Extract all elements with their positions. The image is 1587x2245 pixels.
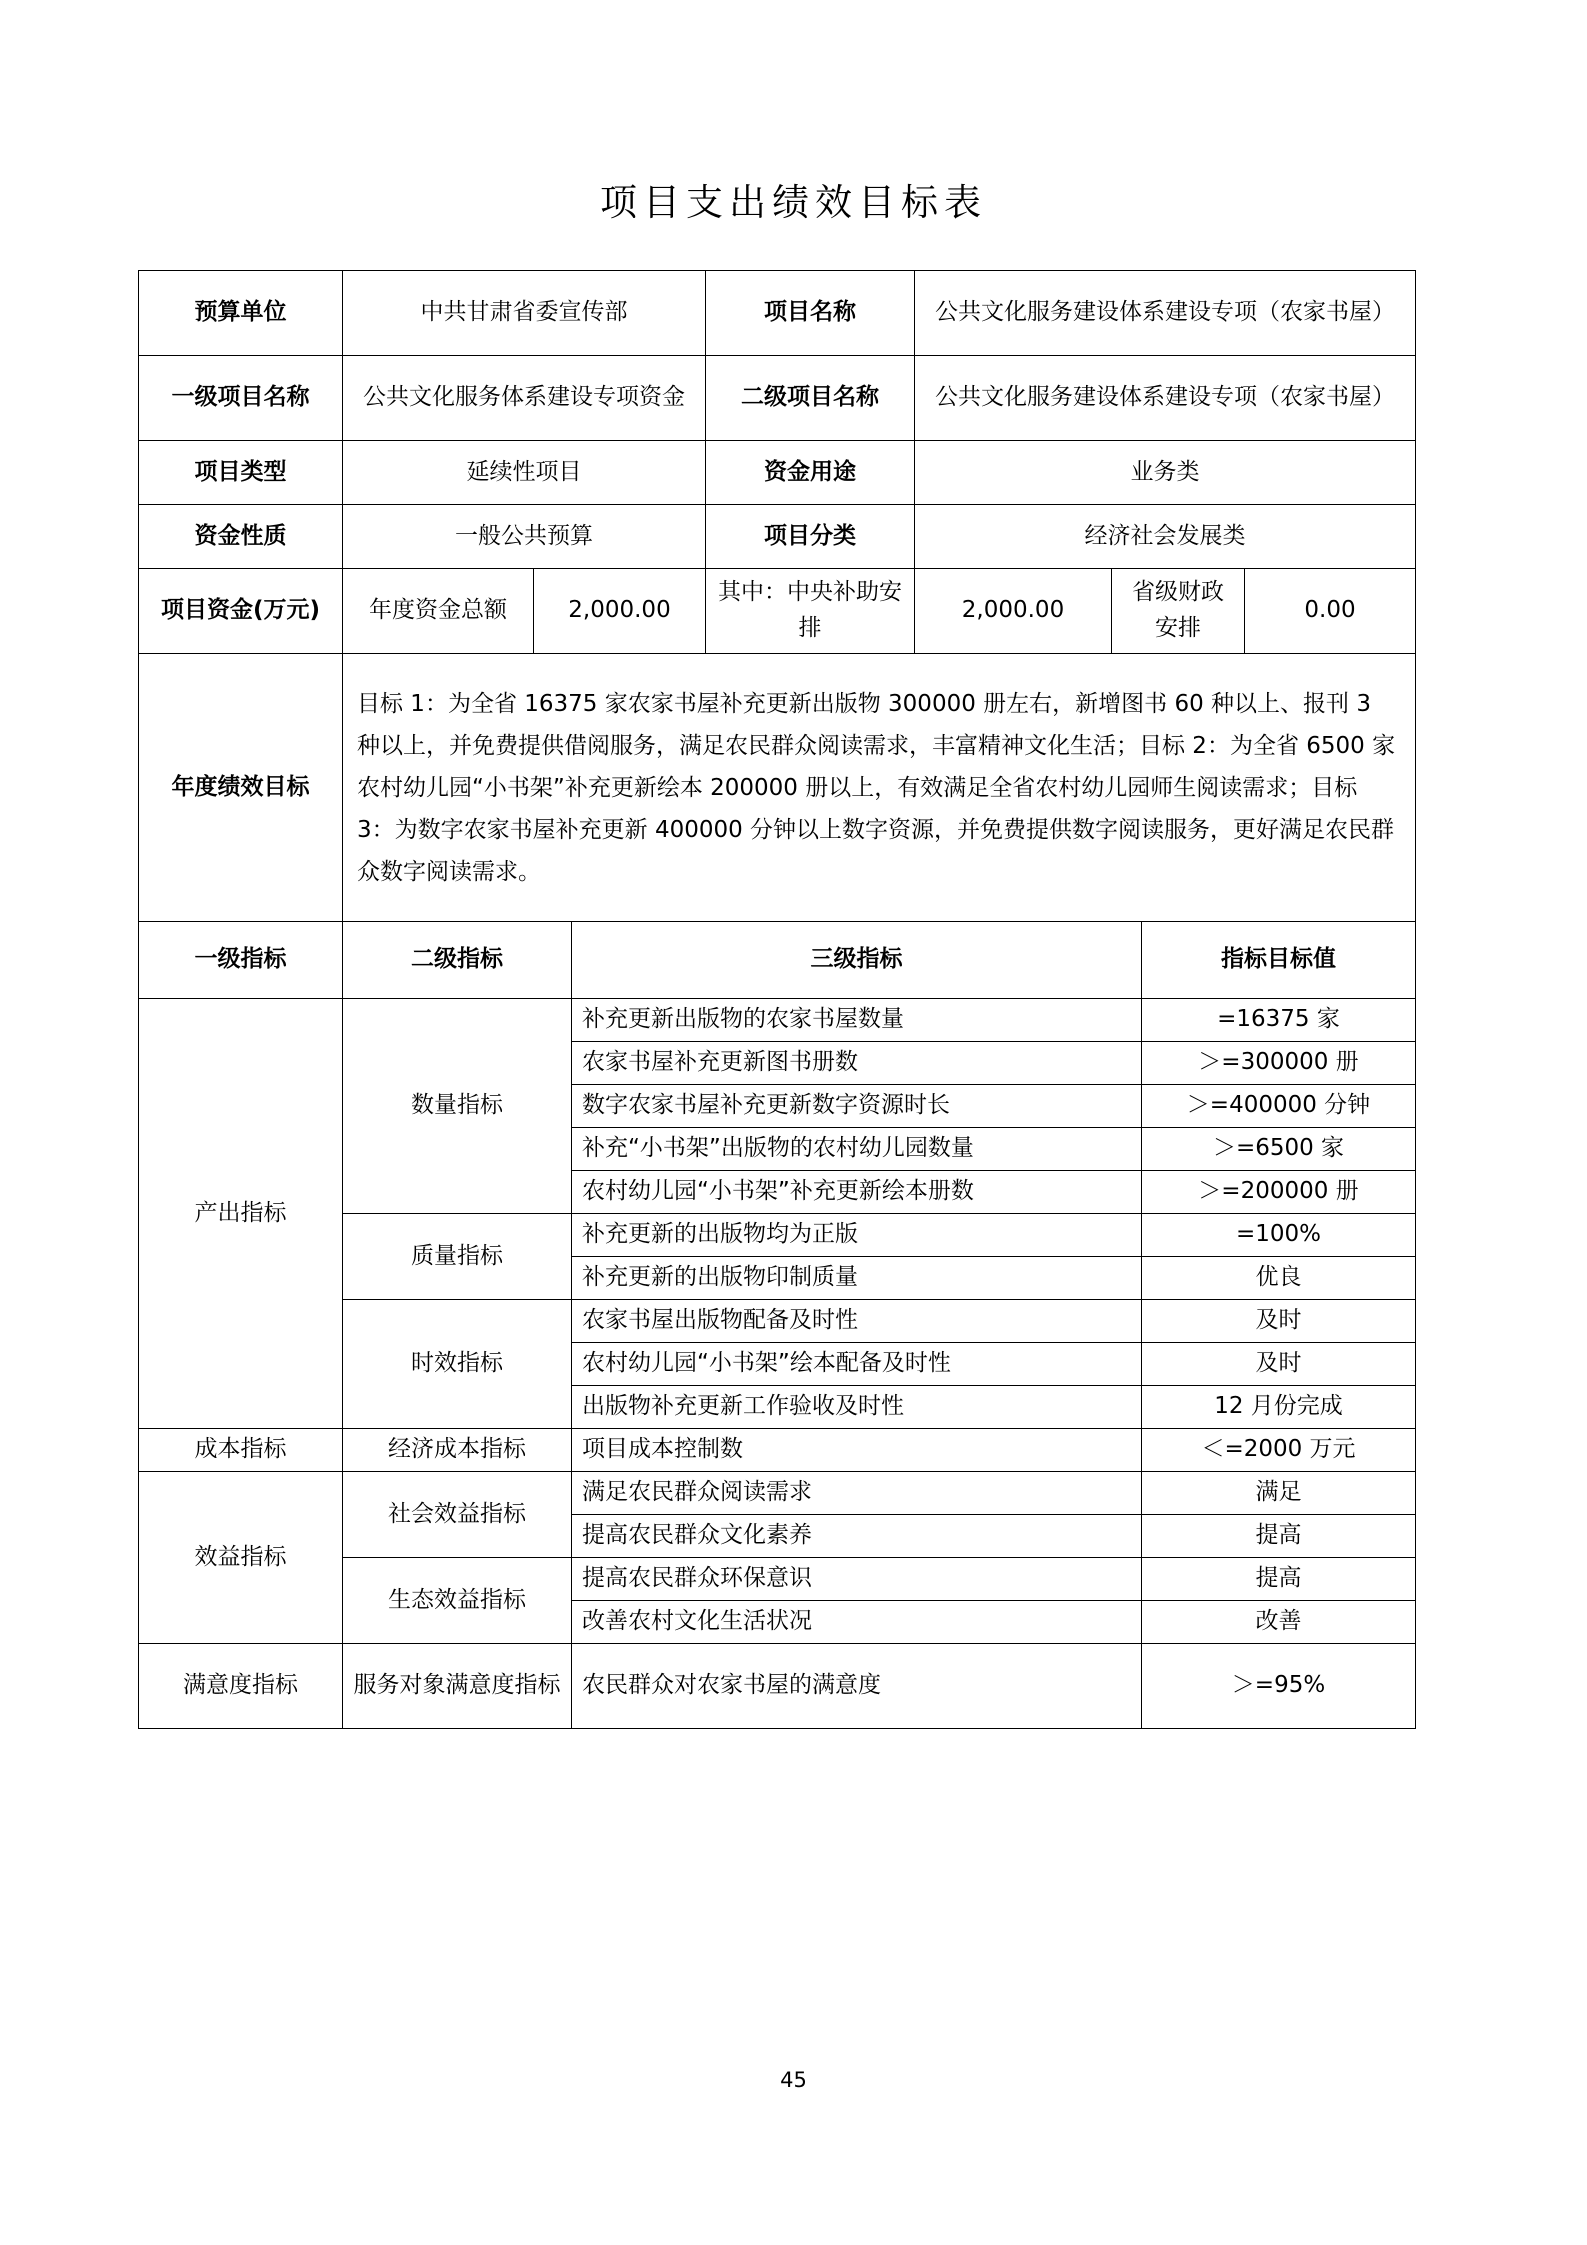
indicator-name: 农家书屋出版物配备及时性 — [572, 1300, 1142, 1343]
provincial-funds-value: 0.00 — [1245, 569, 1416, 654]
indicator-value: 及时 — [1142, 1343, 1416, 1386]
level2-name-value: 公共文化服务建设体系建设专项（农家书屋） — [915, 356, 1416, 441]
indicator-value: =100% — [1142, 1214, 1416, 1257]
indicator-name: 农民群众对农家书屋的满意度 — [572, 1644, 1142, 1729]
funds-label: 项目资金(万元) — [139, 569, 343, 654]
fund-use-value: 业务类 — [915, 441, 1416, 505]
indicator-value: =16375 家 — [1142, 999, 1416, 1042]
budget-unit-label: 预算单位 — [139, 271, 343, 356]
annual-total-value: 2,000.00 — [534, 569, 706, 654]
indicator-name: 补充更新的出版物印制质量 — [572, 1257, 1142, 1300]
indicator-table — [138, 921, 1416, 1729]
fund-nature-label: 资金性质 — [139, 505, 343, 569]
indicator-value: 优良 — [1142, 1257, 1416, 1300]
project-type-label: 项目类型 — [139, 441, 343, 505]
indicator-name: 补充更新的出版物均为正版 — [572, 1214, 1142, 1257]
annual-goal-label: 年度绩效目标 — [139, 654, 343, 922]
provincial-funds-label: 省级财政安排 — [1112, 569, 1245, 654]
header-level3: 三级指标 — [572, 922, 1142, 999]
fund-use-label: 资金用途 — [706, 441, 915, 505]
indicator-value: 提高 — [1142, 1558, 1416, 1601]
indicator-value: ＞=300000 册 — [1142, 1042, 1416, 1085]
level2-quantity: 数量指标 — [343, 999, 572, 1214]
indicator-name: 农村幼儿园“小书架”绘本配备及时性 — [572, 1343, 1142, 1386]
indicator-value: ＞=6500 家 — [1142, 1128, 1416, 1171]
indicator-name: 提高农民群众文化素养 — [572, 1515, 1142, 1558]
header-level1: 一级指标 — [139, 922, 343, 999]
level2-name-label: 二级项目名称 — [706, 356, 915, 441]
level2-ecological-benefit: 生态效益指标 — [343, 1558, 572, 1644]
level2-quality: 质量指标 — [343, 1214, 572, 1300]
level2-social-benefit: 社会效益指标 — [343, 1472, 572, 1558]
level1-satisfaction: 满意度指标 — [139, 1644, 343, 1729]
project-category-label: 项目分类 — [706, 505, 915, 569]
indicator-name: 改善农村文化生活状况 — [572, 1601, 1142, 1644]
indicator-value: 12 月份完成 — [1142, 1386, 1416, 1429]
central-funds-value: 2,000.00 — [915, 569, 1112, 654]
project-category-value: 经济社会发展类 — [915, 505, 1416, 569]
annual-goal-text: 目标 1：为全省 16375 家农家书屋补充更新出版物 300000 册左右，新增图书 60 种以上、报刊 3 种以上，并免费提供借阅服务，满足农民群众阅读需求，丰富精神文化生活；目标 2：为全省 6500 家农村幼儿园“小书架”补充更新绘本 200000 册以上，有效满足全省农村幼儿园师生阅读需求；目标 3：为数字农家书屋补充更新 400000 分钟以上数字资源，并免费提供数字阅读服务，更好满足农民群众数字阅读需求。 — [343, 654, 1416, 922]
indicator-value: 及时 — [1142, 1300, 1416, 1343]
budget-unit-value: 中共甘肃省委宣传部 — [343, 271, 706, 356]
project-type-value: 延续性项目 — [343, 441, 706, 505]
indicator-value: 满足 — [1142, 1472, 1416, 1515]
indicator-name: 数字农家书屋补充更新数字资源时长 — [572, 1085, 1142, 1128]
project-name-label: 项目名称 — [706, 271, 915, 356]
indicator-name: 补充“小书架”出版物的农村幼儿园数量 — [572, 1128, 1142, 1171]
annual-total-label: 年度资金总额 — [343, 569, 534, 654]
indicator-name: 项目成本控制数 — [572, 1429, 1142, 1472]
indicator-value: ＜=2000 万元 — [1142, 1429, 1416, 1472]
indicator-value: 改善 — [1142, 1601, 1416, 1644]
level2-service-satisfaction: 服务对象满意度指标 — [343, 1644, 572, 1729]
project-info-table — [138, 270, 1416, 922]
project-name-value: 公共文化服务建设体系建设专项（农家书屋） — [915, 271, 1416, 356]
table-row — [139, 1429, 1416, 1472]
table-row — [139, 1644, 1416, 1729]
indicator-name: 农家书屋补充更新图书册数 — [572, 1042, 1142, 1085]
level2-timeliness: 时效指标 — [343, 1300, 572, 1429]
level1-cost: 成本指标 — [139, 1429, 343, 1472]
indicator-name: 出版物补充更新工作验收及时性 — [572, 1386, 1142, 1429]
table-row — [139, 1472, 1416, 1515]
central-funds-label: 其中：中央补助安排 — [706, 569, 915, 654]
indicator-name: 提高农民群众环保意识 — [572, 1558, 1142, 1601]
indicator-name: 满足农民群众阅读需求 — [572, 1472, 1142, 1515]
page-number: 45 — [780, 2068, 807, 2092]
header-level2: 二级指标 — [343, 922, 572, 999]
header-target: 指标目标值 — [1142, 922, 1416, 999]
indicator-value: ＞=400000 分钟 — [1142, 1085, 1416, 1128]
level1-output: 产出指标 — [139, 999, 343, 1429]
page-title: 项目支出绩效目标表 — [600, 181, 987, 224]
table-row — [139, 999, 1416, 1042]
indicator-name: 补充更新出版物的农家书屋数量 — [572, 999, 1142, 1042]
fund-nature-value: 一般公共预算 — [343, 505, 706, 569]
level2-economic-cost: 经济成本指标 — [343, 1429, 572, 1472]
level1-name-label: 一级项目名称 — [139, 356, 343, 441]
indicator-name: 农村幼儿园“小书架”补充更新绘本册数 — [572, 1171, 1142, 1214]
level1-name-value: 公共文化服务体系建设专项资金 — [343, 356, 706, 441]
indicator-value: ＞=200000 册 — [1142, 1171, 1416, 1214]
indicator-value: ＞=95% — [1142, 1644, 1416, 1729]
level1-benefit: 效益指标 — [139, 1472, 343, 1644]
indicator-value: 提高 — [1142, 1515, 1416, 1558]
